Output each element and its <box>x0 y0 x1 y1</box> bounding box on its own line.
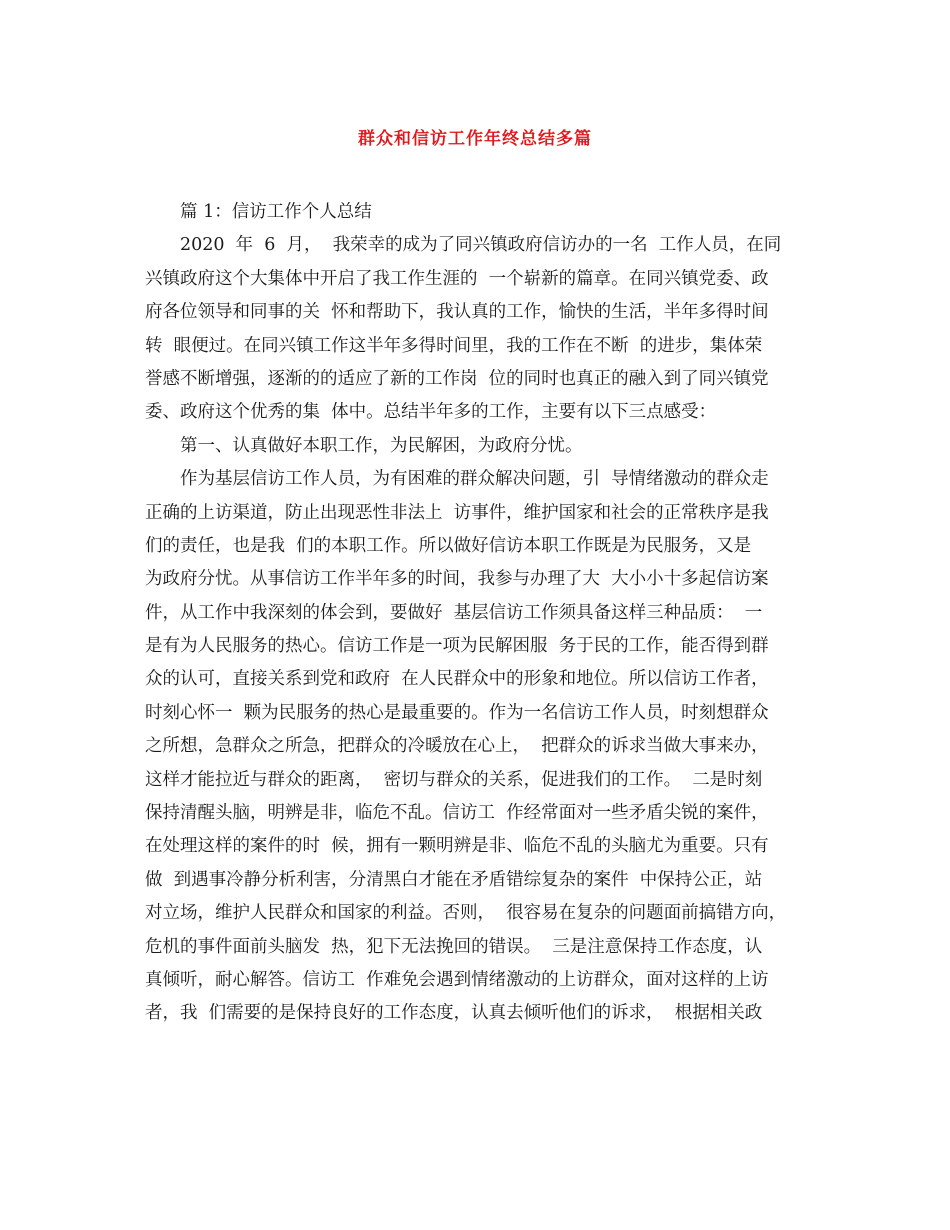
text-line: 是有为人民服务的热心。信访工作是一项为民解困服 务于民的工作，能否得到群 <box>145 636 769 657</box>
text-line: 保持清醒头脑，明辨是非，临危不乱。信访工 作经常面对一些矛盾尖锐的案件， <box>145 803 769 824</box>
text-line: 众的认可，直接关系到党和政府 在人民群众中的形象和地位。所以信访工作者， <box>145 669 769 690</box>
text-line: 做 到遇事冷静分析利害，分清黑白才能在矛盾错综复杂的案件 中保持公正，站 <box>145 869 763 890</box>
text-line: 为政府分忧。从事信访工作半年多的时间，我参与办理了大 大小小十多起信访案 <box>145 569 769 590</box>
text-line: 们的责任，也是我 们的本职工作。所以做好信访本职工作既是为民服务，又是 <box>145 535 752 556</box>
text-line: 之所想，急群众之所急，把群众的冷暖放在心上， 把群众的诉求当做大事来办， <box>145 736 769 757</box>
text-line: 这样才能拉近与群众的距离， 密切与群众的关系，促进我们的工作。 二是时刻 <box>145 769 763 790</box>
text-line: 件，从工作中我深刻的体会到，要做好 基层信访工作须具备这样三种品质： 一 <box>145 602 763 623</box>
text-line: 转 眼便过。在同兴镇工作这半年多得时间里，我的工作在不断 的进步，集体荣 <box>145 335 763 356</box>
document-body <box>145 196 825 1031</box>
text-line: 对立场，维护人民群众和国家的利益。否则， 很容易在复杂的问题面前搞错方向， <box>145 903 787 924</box>
text-line: 誉感不断增强，逐渐的的适应了新的工作岗 位的同时也真正的融入到了同兴镇党 <box>145 368 769 389</box>
text-line: 时刻心怀一 颗为民服务的热心是最重要的。作为一名信访工作人员，时刻想群众 <box>145 702 769 723</box>
text-line: 真倾听，耐心解答。信访工 作难免会遇到情绪激动的上访群众，面对这样的上访 <box>145 969 769 990</box>
text-line: 2020 年 6 月， 我荣幸的成为了同兴镇政府信访办的一名 工作人员，在同 <box>180 235 782 256</box>
text-line: 者，我 们需要的是保持良好的工作态度，认真去倾听他们的诉求， 根据相关政 <box>145 1003 763 1024</box>
text-line: 危机的事件面前头脑发 热，犯下无法挽回的错误。 三是注意保持工作态度，认 <box>145 936 763 957</box>
text-line: 委、政府这个优秀的集 体中。总结半年多的工作，主要有以下三点感受： <box>145 402 717 423</box>
text-line: 第一、认真做好本职工作，为民解困，为政府分忧。 <box>180 435 583 456</box>
text-line: 作为基层信访工作人员，为有困难的群众解决问题，引 导情绪激动的群众走 <box>180 469 769 490</box>
text-line: 正确的上访渠道，防止出现恶性非法上 访事件，维护国家和社会的正常秩序是我 <box>145 502 769 523</box>
document-title: 群众和信访工作年终总结多篇 <box>358 129 592 149</box>
text-line: 在处理这样的案件的时 候，拥有一颗明辨是非、临危不乱的头脑尤为重要。只有 <box>145 836 769 857</box>
text-line: 府各位领导和同事的关 怀和帮助下，我认真的工作，愉快的生活，半年多得时间 <box>145 302 769 323</box>
text-line: 篇 1：信访工作个人总结 <box>180 202 372 222</box>
text-line: 兴镇政府这个大集体中开启了我工作生涯的 一个崭新的篇章。在同兴镇党委、政 <box>145 268 769 289</box>
